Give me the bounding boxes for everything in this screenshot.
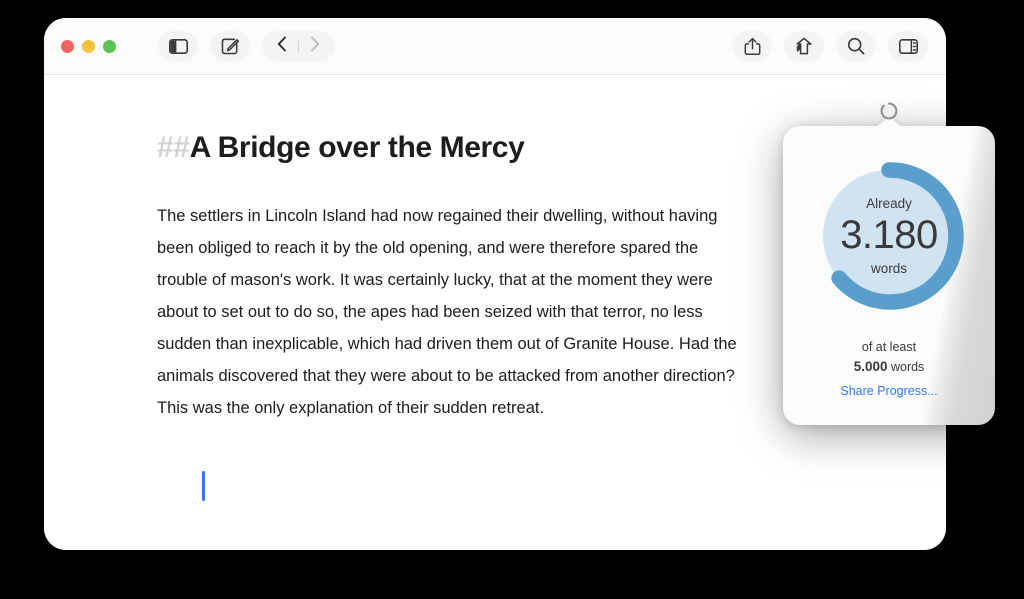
toolbar-right-group [732,31,928,61]
page-title-text: A Bridge over the Mercy [189,131,525,164]
traffic-light-group [61,40,116,53]
sidebar-toggle-icon [169,39,188,54]
progress-ring-icon [878,109,900,126]
word-count-goal [783,338,995,377]
chevron-right-icon [310,36,320,57]
toolbar-left-group [158,31,335,61]
compose-button[interactable] [210,31,250,61]
zoom-window-button[interactable] [103,40,116,53]
goal-number: 5.000 [853,359,888,374]
word-count-progress-ring [809,156,969,316]
share-icon [744,37,761,56]
back-button[interactable] [266,31,298,61]
document-body-paragraph: The settlers in Lincoln Island had now regained their dwelling, without having been obliged to reach it by the old opening, and were therefore spared the trouble of mason's work. It was certainly lucky, that at the moment they were about to set out to do so, the apes had been seized with that terror, no less sudden than inexplicable, which had driven them out of Granite House. Had the animals discovered that they were about to be attacked from another direction? This was the only explanation of their sudden retreat. [157,206,737,417]
inspector-toggle-icon [899,39,918,54]
publish-button[interactable] [784,31,824,61]
chevron-left-icon [277,36,287,57]
share-progress-link[interactable]: Share Progress... [840,384,938,398]
word-count-indicator-button[interactable] [878,100,900,122]
forward-button[interactable] [299,31,331,61]
goal-line [783,357,995,377]
goal-prefix-label: of at least [861,340,917,354]
word-count-popover [783,126,995,425]
close-window-button[interactable] [61,40,74,53]
goal-unit: words [890,360,925,374]
compose-icon [221,37,240,56]
sidebar-toggle-button[interactable] [158,31,198,61]
markdown-heading-prefix: ## [157,131,190,164]
word-count-value: 3.180 [840,212,938,257]
search-icon [847,37,865,55]
already-label: Already [866,196,912,211]
word-count-unit: words [870,260,907,276]
popover-body [783,126,995,425]
publish-icon [795,37,813,56]
navigation-segmented-control [262,31,335,61]
search-button[interactable] [836,31,876,61]
inspector-toggle-button[interactable] [888,31,928,61]
minimize-window-button[interactable] [82,40,95,53]
share-button[interactable] [732,31,772,61]
window-toolbar [44,18,946,75]
text-caret [202,471,205,501]
